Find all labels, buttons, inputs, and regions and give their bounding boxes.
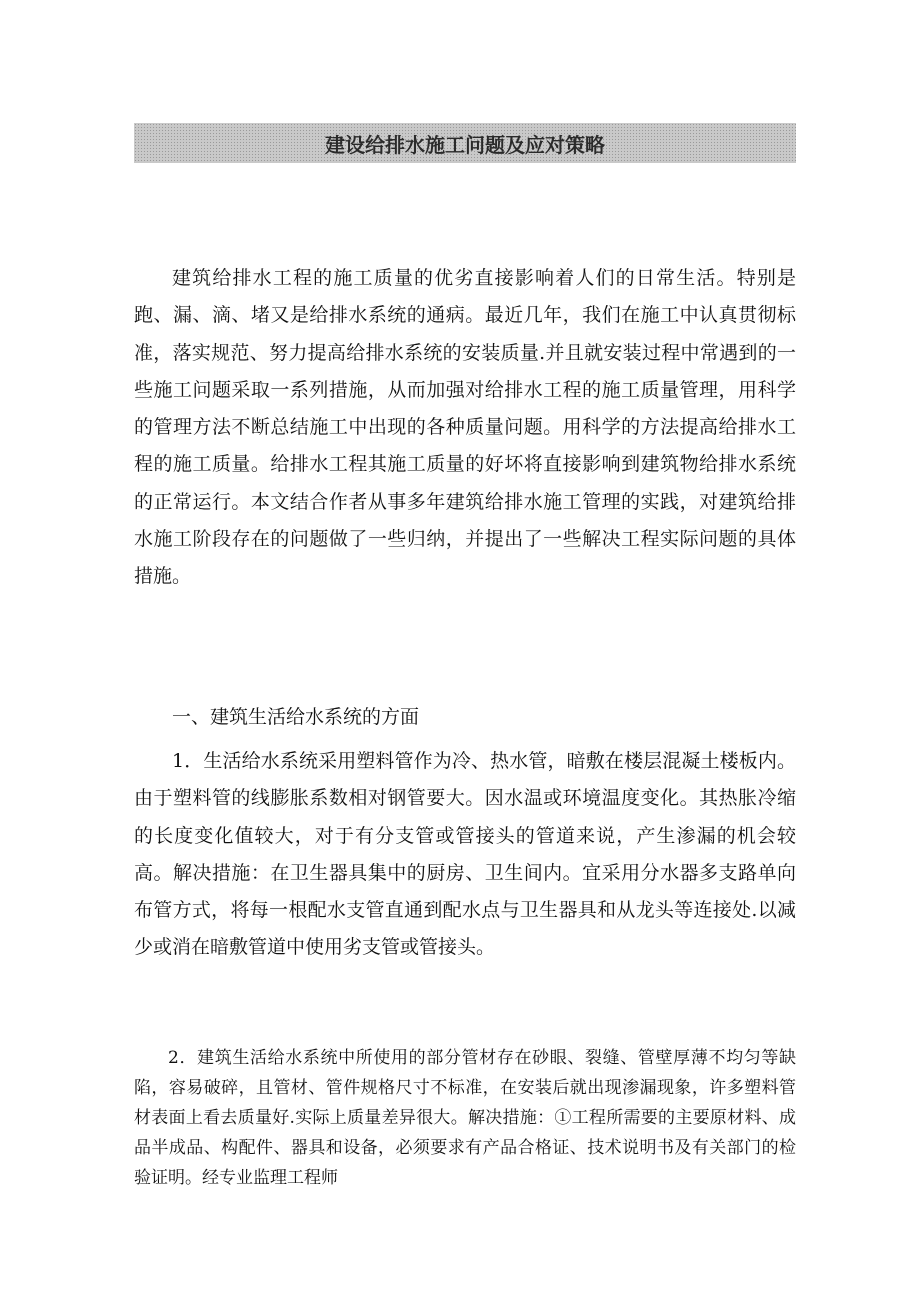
document-title: 建设给排水施工问题及应对策略 <box>325 132 605 157</box>
item-2-paragraph: 2．建筑生活给水系统中所使用的部分管材存在砂眼、裂缝、管壁厚薄不均匀等缺陷，容易破碎，且管材、管件规格尺寸不标准，在安装后就出现渗漏现象，许多塑料管材表面上看去质量好.实际上质量差异很大。解决措施：①工程所需要的主要原材料、成品半成品、构配件、器具和设备，必须要求有产品合格证、技术说明书及有关部门的检验证明。经专业监理工程师 <box>134 1048 796 1188</box>
title-banner <box>134 123 796 163</box>
intro-paragraph: 建筑给排水工程的施工质量的优劣直接影响着人们的日常生活。特别是跑、漏、滴、堵又是给排水系统的通病。最近几年，我们在施工中认真贯彻标准，落实规范、努力提高给排水系统的安装质量.并且就安装过程中常遇到的一些施工问题采取一系列措施，从而加强对给排水工程的施工质量管理，用科学的管理方法不断总结施工中出现的各种质量问题。用科学的方法提高给排水工程的施工质量。给排水工程其施工质量的好坏将直接影响到建筑物给排水系统的正常运行。本文结合作者从事多年建筑给排水施工管理的实践，对建筑给排水施工阶段存在的问题做了一些归纳，并提出了一些解决工程实际问题的具体措施。 <box>134 267 796 588</box>
section-heading: 一、建筑生活给水系统的方面 <box>172 706 420 728</box>
item-1-paragraph: 1．生活给水系统采用塑料管作为冷、热水管，暗敷在楼层混凝土楼板内。由于塑料管的线膨胀系数相对钢管要大。因水温或环境温度变化。其热胀冷缩的长度变化值较大，对于有分支管或管接头的管道来说，产生渗漏的机会较高。解决措施：在卫生器具集中的厨房、卫生间内。宜采用分水器多支路单向布管方式，将每一根配水支管直通到配水点与卫生器具和从龙头等连接处.以减少或消在暗敷管道中使用劣支管或管接头。 <box>134 750 796 959</box>
